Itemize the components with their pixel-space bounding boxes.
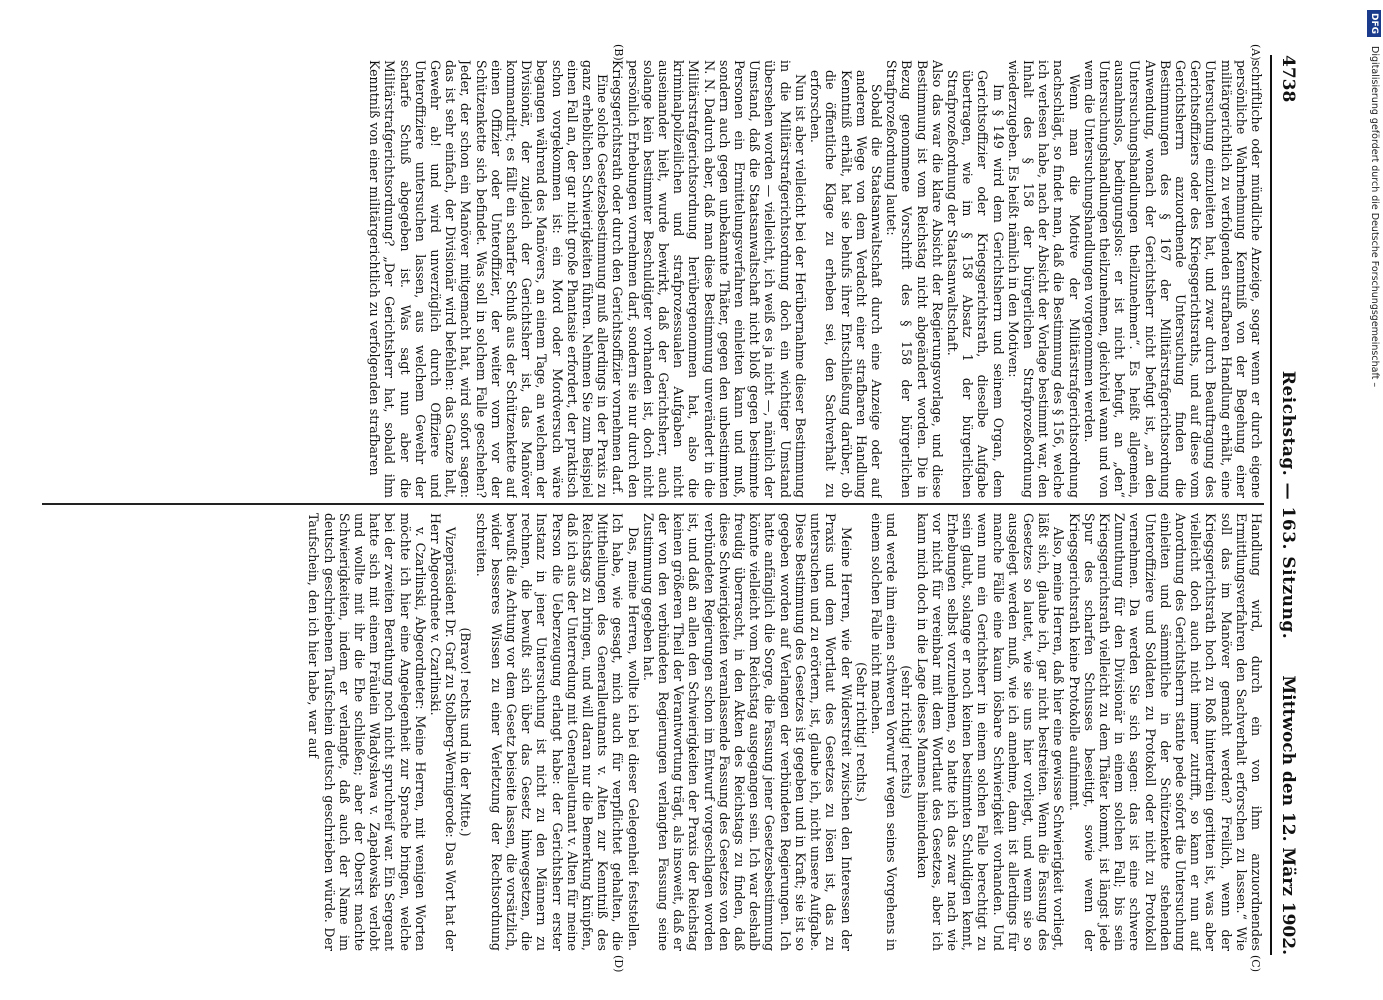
session-title: Reichstag. — 163. Sitzung. <box>1278 370 1298 640</box>
paragraph: Also das war die klare Absicht der Regierungsvorlage, und diese Bestimmung ist vom Reichstag nicht abgeändert worden. Die in Bezug genommene Vorschrift des § 158 der bürgerlichen Strafprozeßordnung lautet: <box>884 60 945 498</box>
paragraph: Eine solche Gesetzesbestimmung muß allerdings in der Praxis zu ganz erheblichen Schwierigkeiten führen. Nehmen Sie zum Beispiel einen Fall an, der gar nicht große Phantasie erfordert, der praktisch schon vorgekommen ist: ein Mord oder Mordversuch wäre begangen während des Manövers, an einem Tage, an welchem der Divisionär, der zugleich der Gerichtsherr ist, das Manöver kommandirt; es fällt ein scharfer Schuß aus der Schützenkette auf einen Offizier oder Unteroffizier, der weiter vorn vor der Schützenkette sich befindet. Was soll in solchem Falle geschehen? Jeder, der schon ein Manöver mitgemacht hat, wird sofort sagen: das ist sehr einfach, der Divisionär wird befehlen: das Ganze halt, Gewehr ab! und wird unverzüglich durch Offiziere und Unteroffiziere untersuchen lassen, aus welchem Gewehr der scharfe Schuß abgegeben ist. Was sagt nun aber die Militärstrafgerichtsordnung? „Der Gerichtsherr hat, sobald ihm Kenntniß von einer militärgerichtlich zu verfolgenden strafbaren <box>367 60 611 498</box>
paragraph: Handlung wird, durch ein von ihm anzuordnendes Ermittlungsverfahren den Sachverhalt erforschen zu lassen.“ Wie soll das im Manöver gemacht werden? Freilich, wenn der Kriegsgerichtsrath hoch zu Roß hinterdrein geritten ist, was aber vielleicht doch auch nicht immer zutrifft, so kann er nun auf Anordnung des Gerichtsherrn stante pede sofort die Untersuchung einleiten und sämmtliche in der Schützenkette stehenden Unteroffiziere und Soldaten zu Protokoll oder nicht zu Protokoll vernehmen. Da werden Sie sich sagen: das ist eine schwere Zumuthung für den Divisionär in einem solchen Fall; bis sein Kriegsgerichtsrath vielleicht zu dem Thäter kommt, ist längst jede Spur des scharfen Schusses beseitigt, sowie wenn der Kriegsgerichtsrath keine Protokolle aufnimmt. <box>1066 513 1264 951</box>
paragraph: und werde ihm einen schweren Vorwurf wegen seines Vorgehens in einem solchen Falle nicht machen. <box>868 513 900 951</box>
column-divider <box>42 503 1264 505</box>
paragraph: Wenn man die Motive der Militärstrafgerichtsordnung nachschlägt, so findet man, daß die Bestimmung des § 156, welche ich verlesen habe, nach der Absicht der Vorlage bestimmt war, den Inhalt des § 158 der bürgerlichen Strafprozeßordnung wiederzugeben. Es heißt nämlich in den Motiven: <box>1005 60 1082 498</box>
page-header <box>1276 55 1298 955</box>
paragraph: Nun ist aber vielleicht bei der Herübernahme dieser Bestimmung in die Militärstrafgerichtsordnung doch ein wichtiger Umstand übersehen worden — vielleicht, ich weiß es ja nicht —, nämlich der Umstand, daß die Staatsanwaltschaft nicht bloß gegen bestimmte Personen ein Ermittelungsverfahren einleiten kann und muß, sondern auch gegen unbekannte Thäter, gegen den unbestimmten N. N. Dadurch aber, daß man diese Bestimmung unverändert in die Militärstrafgerichtsordnung herübergenommen hat, also die kriminalpolizeilichen und strafprozessualen Aufgaben nicht auseinander hielt, wurde bewirkt, daß der Gerichtsherr, auch solange kein bestimmter Beschuldigter vorhanden ist, doch nicht persönlich Erhebungen vornehmen darf, sondern sie nur durch den Kriegsgerichtsrath oder durch den Gerichtsoffizier vornehmen darf. <box>610 60 808 498</box>
paragraph: Meine Herren, wie der Widerstreit zwischen den Interessen der Praxis und dem Wortlaut des Gesetzes zu lösen ist, das zu untersuchen und zu erörtern, ist, glaube ich, nicht unsere Aufgabe. Diese Bestimmung des Gesetzes ist gegeben und in Kraft; sie ist so gegeben worden auf Verlangen der verbündeten Regierungen. Ich hatte anfänglich die Sorge, die Fassung jener Gesetzesbestimmung könnte vielleicht vom Reichstag ausgegangen sein. Ich war deshalb freudig überrascht, in den Akten des Reichstags zu finden, daß diese Schwierigkeiten veranlassende Fassung des Gesetzes von den verbündeten Regierungen schon im Entwurf vorgeschlagen worden ist, und daß an allen den Schwierigkeiten der Praxis der Reichstag keinen größeren Theil der Verantwortung trägt, als insoweit, daß er der von den verbündeten Regierungen verlangten Fassung seine Zustimmung gegeben hat. <box>640 513 854 951</box>
margin-marker-a: (A) <box>1249 44 1262 61</box>
paragraph: schriftliche oder mündliche Anzeige, sogar wenn er durch eigene persönliche Wahrnehmung Kenntniß von der Begehung einer militärgerichtlich zu verfolgenden strafbaren Handlung erhält, eine Untersuchung einzuleiten hat, und zwar durch Beauftragung des Gerichtsoffiziers oder des Kriegsgerichtsraths, und auf diese vom Gerichtsherrn anzuordnende Untersuchung finden die Bestimmungen des § 167 der Militärstrafgerichtsordnung Anwendung, wonach der Gerichtsherr nicht befugt ist, „an den Untersuchungshandlungen theilzunehmen“. Es heißt allgemein, ausnahmslos, bedingungslos: er ist nicht befugt, an „den“ Untersuchungshandlungen theilzunehmen, gleichviel wann und von wem die Untersuchungshandlungen vorgenommen werden. <box>1081 60 1264 498</box>
speaker-paragraph: v. Czarlinski, Abgeordneter: Meine Herren, mit wenigen Worten möchte ich hier eine Angelegenheit zur Sprache bringen, welche bei der zweiten Berathung noch nicht spruchreif war. Ein Sergeant hatte sich mit einem Fräulein Władysława v. Zapałowska verlobt und wollte mit ihr die Ehe schließen; aber der Oberst machte Schwierigkeiten, indem er verlangte, daß auch der Name im deutsch geschriebenen Taufschein deutsch geschrieben würde. Der Taufschein, den ich hier habe, war auf <box>306 513 428 951</box>
margin-marker-c: (C) <box>1249 955 1262 972</box>
quotation: Im § 149 wird dem Gerichtsherrn und seinem Organ, dem Gerichtsoffizier oder Kriegsgerichtsrath, dieselbe Aufgabe übertragen, wie im § 158 Absatz 1 der bürgerlichen Strafprozeßordnung der Staatsanwaltschaft. <box>944 70 1006 498</box>
page-number: 4738 <box>1278 55 1298 103</box>
funding-text: Digitalisierung gefördert durch die Deutsche Forschungsgemeinschaft – <box>1369 46 1380 388</box>
right-column <box>42 513 1264 951</box>
interjection: (Sehr richtig! rechts.) <box>853 662 869 802</box>
dfg-logo: DFG <box>1367 10 1381 37</box>
speaker-paragraph: Vizepräsident Dr. Graf zu Stolberg-Wernigerode: Das Wort hat der Herr Abgeordnete v. Czarlinski. <box>428 513 459 951</box>
paragraph: Also, meine Herren, daß hier eine gewisse Schwierigkeit vorliegt, läßt sich, glaube ich, gar nicht bestreiten. Wenn die Fassung des Gesetzes so lautet, wie sie uns hier vorliegt, und wenn sie so ausgelegt werden muß, wie ich annehme, dann ist allerdings für manche Fälle eine kaum lösbare Schwierigkeit vorhanden. Und wenn nun ein Gerichtsherr in einem solchen Falle berechtigt zu sein glaubt, solange er noch keinen bestimmten Schuldigen kennt, Erhebungen selbst vorzunehmen, so hatte ich das zwar nach wie vor nicht für vereinbar mit dem Wortlaut des Gesetzes, aber ich kann mich doch in die Lage dieses Mannes hineindenken <box>914 513 1067 951</box>
margin-marker-b: (B) <box>612 44 625 61</box>
session-date: Mittwoch den 12. März 1902. <box>1278 675 1298 955</box>
margin-marker-d: (D) <box>612 955 625 973</box>
funding-note <box>1365 0 1383 1000</box>
left-column <box>42 60 1264 498</box>
interjection: (sehr richtig! rechts) <box>899 665 915 799</box>
header-rule <box>1270 55 1272 955</box>
paragraph: Das, meine Herren, wollte ich bei dieser Gelegenheit feststellen. Ich habe, wie gesagt, mich auch für verpflichtet gehalten, die Mittheilungen des Generalleutnants v. Alten zur Kenntniß des Reichstags zu bringen, und will daran nur die Bemerkung knüpfen, daß ich aus der Unterredung mit Generalleutnant v. Alten für meine Person die Ueberzeugung erlangt habe: der Gerichtsherr erster Instanz in jener Untersuchung ist nicht zu den Männern zu rechnen, die bewußt sich über das Gesetz hinwegsetzen, die bewußt die Achtung vor dem Gesetz beiseite lassen, die vorsätzlich, wider besseres Wissen zu einer Verletzung der Rechtsordnung schreiten. <box>473 513 641 951</box>
quotation: Sobald die Staatsanwaltschaft durch eine Anzeige oder auf anderem Wege von dem Verdacht einer strafbaren Handlung Kenntniß erhält, hat sie behufs ihrer Entschließung darüber, ob die öffentliche Klage zu erheben sei, den Sachverhalt zu erforschen. <box>808 70 884 498</box>
interjection: (Bravo! rechts und in der Mitte.) <box>458 627 474 837</box>
